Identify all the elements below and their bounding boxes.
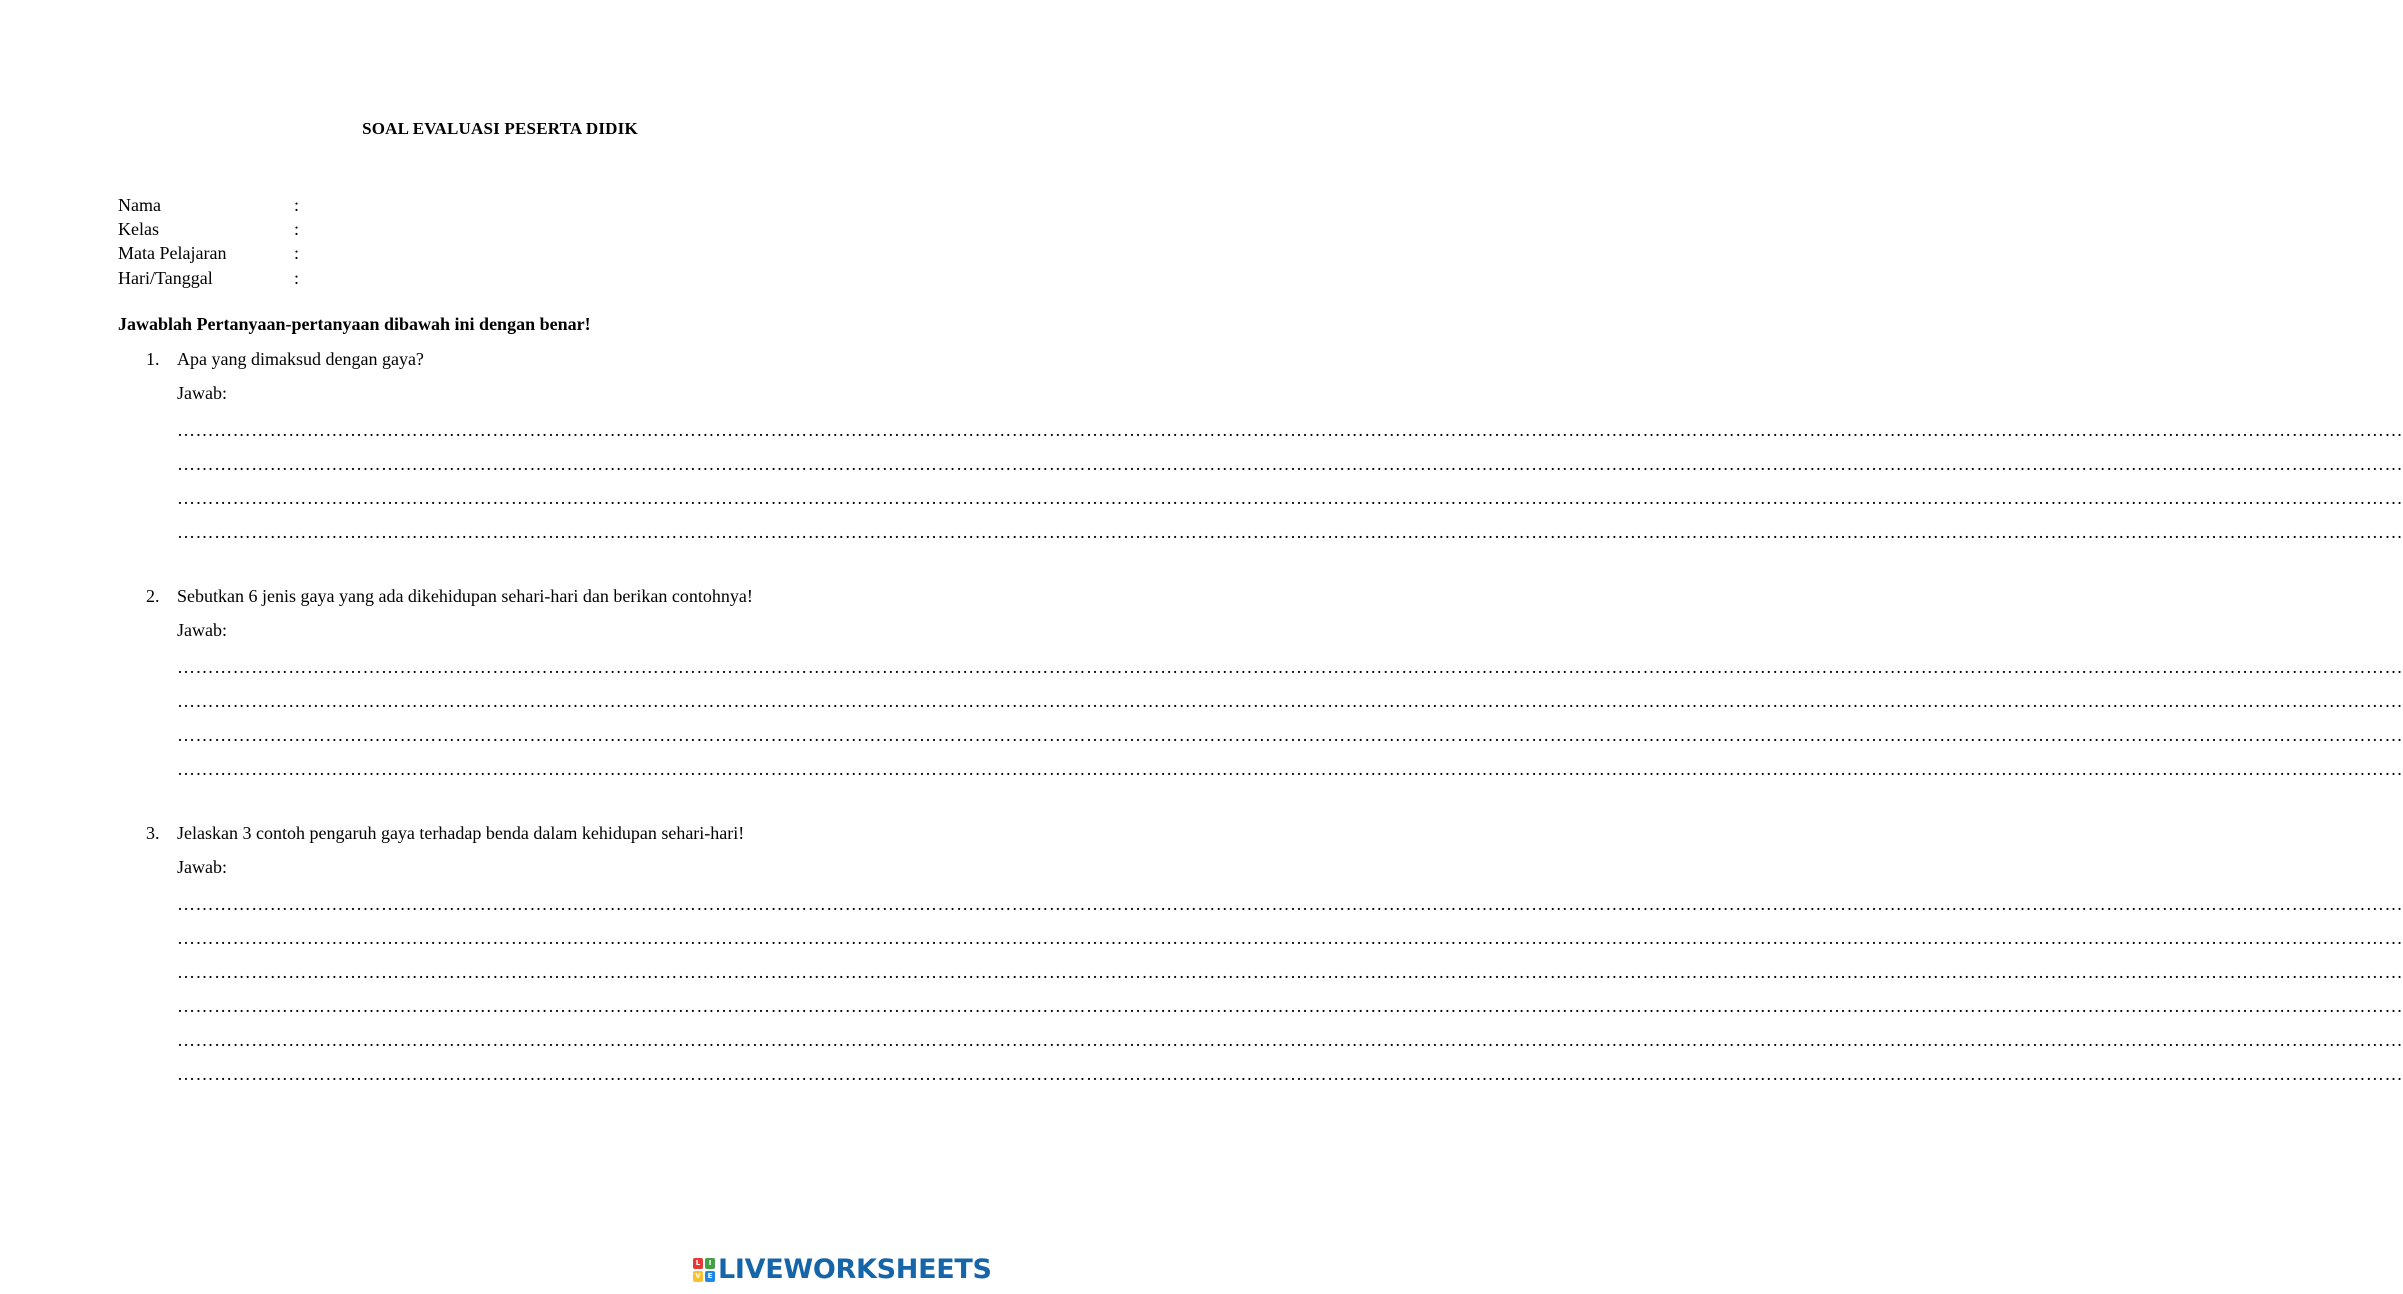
logo-mark-tile: E — [705, 1271, 715, 1282]
answer-label: Jawab: — [177, 620, 227, 640]
answer-line[interactable]: ……………………………………………………………………………………………………………………………………………………………………………………………………………………………………………………………………………………………………………………………… — [177, 488, 2403, 508]
identity-colon: : — [294, 219, 300, 239]
question-text: Apa yang dimaksud dengan gaya? — [177, 349, 424, 369]
answer-line[interactable]: ……………………………………………………………………………………………………………………………………………………………………………………………………………………………………………………………………………………………………………………………… — [177, 522, 2403, 542]
logo-mark-tile: I — [705, 1258, 715, 1269]
answer-line[interactable]: ……………………………………………………………………………………………………………………………………………………………………………………………………………………………………………………………………………………………………………………………… — [177, 928, 2403, 948]
answer-line[interactable]: ……………………………………………………………………………………………………………………………………………………………………………………………………………………………………………………………………………………………………………………………… — [177, 759, 2403, 779]
logo-mark-tile: L — [693, 1258, 703, 1269]
answer-line[interactable]: ……………………………………………………………………………………………………………………………………………………………………………………………………………………………………………………………………………………………………………………………… — [177, 962, 2403, 982]
logo-mark-tile: V — [693, 1271, 703, 1282]
answer-line[interactable]: ……………………………………………………………………………………………………………………………………………………………………………………………………………………………………………………………………………………………………………………………… — [177, 657, 2403, 677]
page-title: SOAL EVALUASI PESERTA DIDIK — [362, 119, 638, 138]
answer-label: Jawab: — [177, 857, 227, 877]
logo-mark-icon — [693, 1258, 715, 1282]
answer-label: Jawab: — [177, 383, 227, 403]
question-text: Sebutkan 6 jenis gaya yang ada dikehidupan sehari-hari dan berikan contohnya! — [177, 586, 753, 606]
instruction-text: Jawablah Pertanyaan-pertanyaan dibawah ini dengan benar! — [118, 314, 591, 334]
answer-line[interactable]: ……………………………………………………………………………………………………………………………………………………………………………………………………………………………………………………………………………………………………………………………… — [177, 691, 2403, 711]
identity-colon: : — [294, 243, 300, 263]
identity-label: Mata Pelajaran — [118, 243, 227, 263]
logo-text: LIVEWORKSHEETS — [718, 1254, 992, 1285]
question-text: Jelaskan 3 contoh pengaruh gaya terhadap benda dalam kehidupan sehari-hari! — [177, 823, 745, 843]
question-number: 2. — [146, 586, 160, 606]
answer-line[interactable]: ……………………………………………………………………………………………………………………………………………………………………………………………………………………………………………………………………………………………………………………………… — [177, 725, 2403, 745]
identity-label: Hari/Tanggal — [118, 268, 213, 288]
identity-label: Kelas — [118, 219, 159, 239]
answer-line[interactable]: ……………………………………………………………………………………………………………………………………………………………………………………………………………………………………………………………………………………………………………………………… — [177, 894, 2403, 914]
answer-line[interactable]: ……………………………………………………………………………………………………………………………………………………………………………………………………………………………………………………………………………………………………………………………… — [177, 1064, 2403, 1084]
answer-line[interactable]: ……………………………………………………………………………………………………………………………………………………………………………………………………………………………………………………………………………………………………………………………… — [177, 420, 2403, 440]
answer-line[interactable]: ……………………………………………………………………………………………………………………………………………………………………………………………………………………………………………………………………………………………………………………………… — [177, 1030, 2403, 1050]
answer-line[interactable]: ……………………………………………………………………………………………………………………………………………………………………………………………………………………………………………………………………………………………………………………………… — [177, 996, 2403, 1016]
question-number: 3. — [146, 823, 160, 843]
question-number: 1. — [146, 349, 160, 369]
answer-line[interactable]: ……………………………………………………………………………………………………………………………………………………………………………………………………………………………………………………………………………………………………………………………… — [177, 454, 2403, 474]
identity-label: Nama — [118, 195, 161, 215]
identity-colon: : — [294, 268, 300, 288]
identity-colon: : — [294, 195, 300, 215]
liveworksheets-logo — [693, 1254, 992, 1286]
